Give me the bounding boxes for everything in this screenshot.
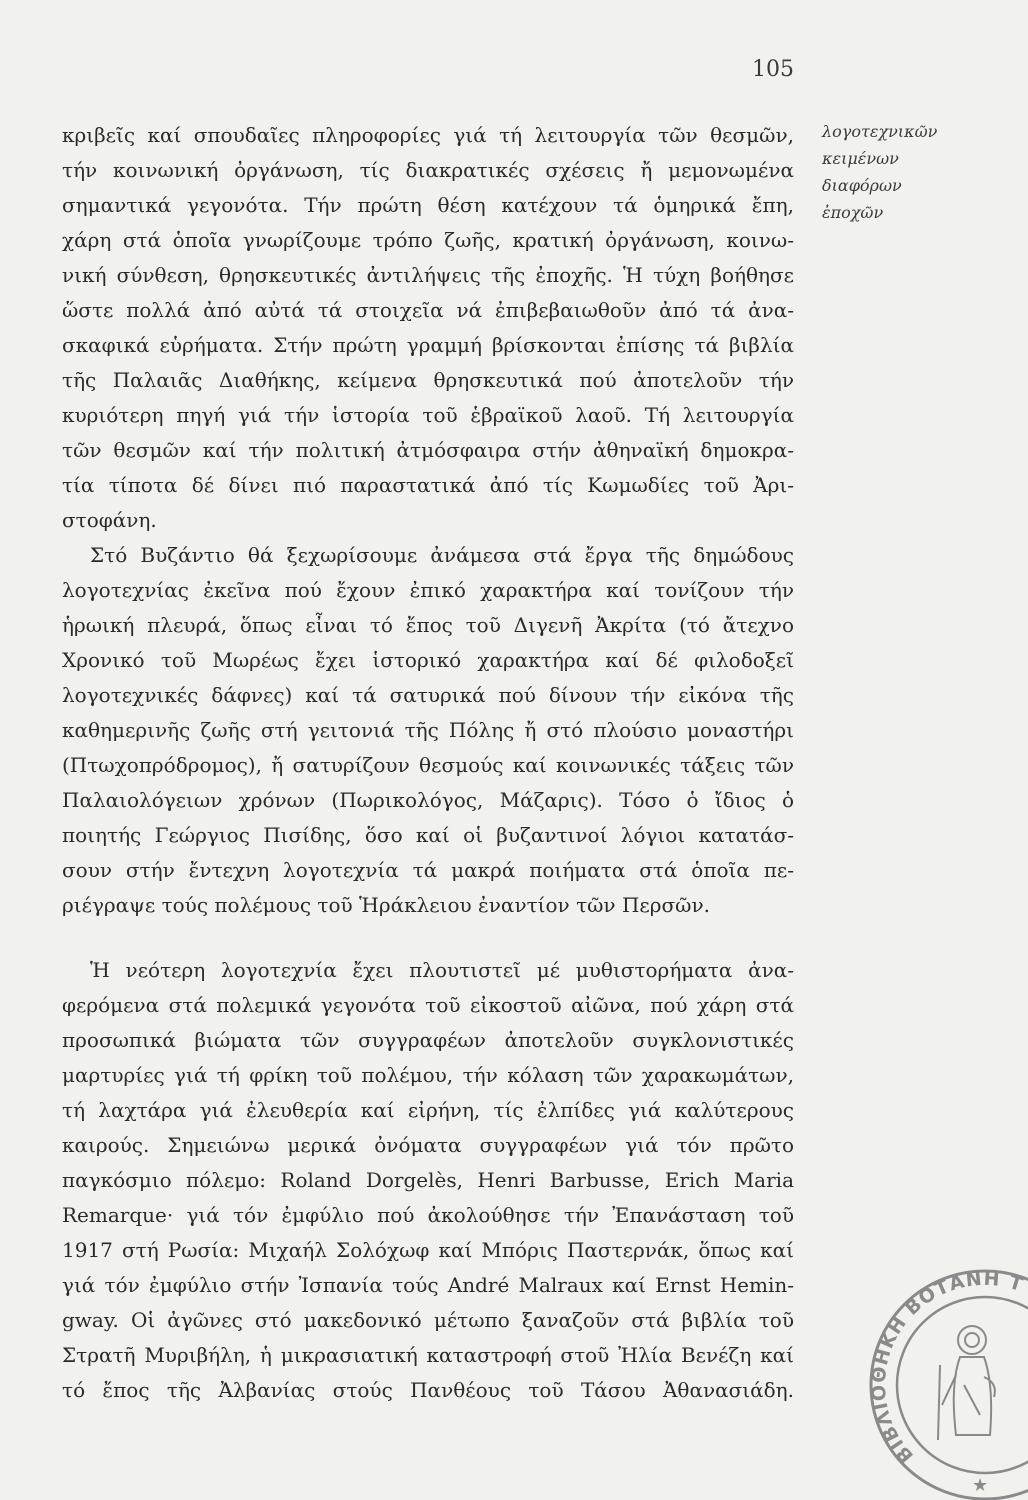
text-line: τήν κοινωνική ὀργάνωση, τίς διακρατικές σχέσεις ἤ μεμονωμένα <box>62 158 794 182</box>
text-line: λογοτεχνικές δάφνες) καί τά σατυρικά πού δίνουν τήν εἰκόνα τῆς <box>62 683 794 707</box>
text-line: κυριότερη πηγή γιά τήν ἱστορία τοῦ ἑβραϊκοῦ λαοῦ. Τή λειτουργία <box>62 403 794 427</box>
text-line: σκαφικά εὑρήματα. Στήν πρώτη γραμμή βρίσκονται ἐπίσης τά βιβλία <box>62 333 794 357</box>
text-line: λογοτεχνίας ἐκεῖνα πού ἔχουν ἐπικό χαρακτήρα καί τονίζουν τήν <box>62 578 794 602</box>
text-line: νική σύνθεση, θρησκευτικές ἀντιλήψεις τῆς ἐποχῆς. Ἡ τύχη βοήθησε <box>62 263 794 287</box>
text-line: τῆς Παλαιᾶς Διαθήκης, κείμενα θρησκευτικά πού ἀποτελοῦν τήν <box>62 368 794 392</box>
margin-note-line: διαφόρων <box>822 176 902 195</box>
text-line: Remarque· γιά τόν ἐμφύλιο πού ἀκολούθησε τήν Ἐπανάσταση τοῦ <box>62 1203 794 1227</box>
text-line: μαρτυρίες γιά τή φρίκη τοῦ πολέμου, τήν κόλαση τῶν χαρακωμάτων, <box>62 1063 794 1087</box>
text-line: παγκόσμιο πόλεμο: Roland Dorgelès, Henri Barbusse, Erich Maria <box>62 1168 794 1192</box>
text-line: σημαντικά γεγονότα. Τήν πρώτη θέση κατέχουν τά ὁμηρικά ἔπη, <box>62 193 794 217</box>
text-line: φερόμενα στά πολεμικά γεγονότα τοῦ εἰκοστοῦ αἰῶνα, πού χάρη στά <box>62 993 794 1017</box>
text-line: ριέγραψε τούς πολέμους τοῦ Ἡράκλειου ἐναντίον τῶν Περσῶν. <box>62 893 710 917</box>
stamp-star-icon: ★ <box>972 1475 989 1496</box>
stamp-text: ΒΙΒΛΙΟΘΗΚΗ ΒΟΤΑΝΗ Τ <box>867 1267 1027 1468</box>
text-line: Στρατῆ Μυριβήλη, ἡ μικρασιατική καταστροφή στοῦ Ἠλία Βενέζη καί <box>62 1343 794 1367</box>
text-line: καιρούς. Σημειώνω μερικά ὀνόματα συγγραφέων γιά τόν πρῶτο <box>62 1133 794 1157</box>
body-text <box>62 118 794 1408</box>
text-line: (Πτωχοπρόδρομος), ἤ σατυρίζουν θεσμούς καί κοινωνικές τάξεις τῶν <box>62 753 794 777</box>
text-line: 1917 στή Ρωσία: Μιχαήλ Σολόχωφ καί Μπόρις Παστερνάκ, ὅπως καί <box>62 1238 794 1262</box>
text-line: χάρη στά ὁποῖα γνωρίζουμε τρόπο ζωῆς, κρατική ὀργάνωση, κοινω- <box>62 228 794 252</box>
text-line: ἡρωική πλευρά, ὅπως εἶναι τό ἔπος τοῦ Διγενῆ Ἀκρίτα (τό ἄτεχνο <box>62 613 794 637</box>
text-line: τό ἔπος τῆς Ἀλβανίας στούς Πανθέους τοῦ Τάσου Ἀθανασιάδη. <box>62 1378 794 1402</box>
text-line: ποιητής Γεώργιος Πισίδης, ὅσο καί οἱ βυζαντινοί λόγιοι κατατάσ- <box>62 823 794 847</box>
text-line: τία τίποτα δέ δίνει πιό παραστατικά ἀπό τίς Κωμωδίες τοῦ Ἀρι- <box>62 473 794 497</box>
stamp-figure-icon <box>938 1326 995 1440</box>
text-line: προσωπικά βιώματα τῶν συγγραφέων ἀποτελοῦν συγκλονιστικές <box>62 1028 794 1052</box>
margin-note-line: κειμένων <box>822 149 899 168</box>
text-line: Στό Βυζάντιο θά ξεχωρίσουμε ἀνάμεσα στά ἔργα τῆς δημώδους <box>90 543 794 567</box>
text-line: Ἡ νεότερη λογοτεχνία ἔχει πλουτιστεῖ μέ μυθιστορήματα ἀνα- <box>90 958 794 982</box>
paragraph-2 <box>62 538 794 923</box>
margin-note <box>822 118 972 226</box>
margin-note-line: ἐποχῶν <box>822 203 884 222</box>
text-line: καθημερινῆς ζωῆς στή γειτονιά τῆς Πόλης ἤ στό πλούσιο μοναστήρι <box>62 718 794 742</box>
paragraph-3 <box>62 953 794 1408</box>
text-line: ὥστε πολλά ἀπό αὐτά τά στοιχεῖα νά ἐπιβεβαιωθοῦν ἀπό τά ἀνα- <box>62 298 794 322</box>
text-line: Χρονικό τοῦ Μωρέως ἔχει ἱστορικό χαρακτήρα καί δέ φιλοδοξεῖ <box>62 648 794 672</box>
page-number: 105 <box>752 57 794 82</box>
paragraph-1 <box>62 118 794 538</box>
margin-note-line: λογοτεχνικῶν <box>822 122 938 141</box>
text-line: gway. Οἱ ἀγῶνες στό μακεδονικό μέτωπο ξαναζοῦν στά βιβλία τοῦ <box>62 1308 794 1332</box>
text-line: κριβεῖς καί σπουδαῖες πληροφορίες γιά τή λειτουργία τῶν θεσμῶν, <box>62 123 794 147</box>
text-line: τῶν θεσμῶν καί τήν πολιτική ἀτμόσφαιρα στήν ἀθηναϊκή δημοκρα- <box>62 438 794 462</box>
text-line: στοφάνη. <box>62 508 157 532</box>
text-line: γιά τόν ἐμφύλιο στήν Ἰσπανία τούς André Malraux καί Ernst Hemin- <box>62 1273 794 1297</box>
library-stamp <box>860 1265 1028 1500</box>
text-line: Παλαιολόγειων χρόνων (Πωρικολόγος, Μάζαρις). Τόσο ὁ ἴδιος ὁ <box>62 788 794 812</box>
stamp-rings <box>871 1271 1028 1499</box>
text-line: σουν στήν ἔντεχνη λογοτεχνία τά μακρά ποιήματα στά ὁποῖα πε- <box>62 858 794 882</box>
text-line: τή λαχτάρα γιά ἐλευθερία καί εἰρήνη, τίς ἐλπίδες γιά καλύτερους <box>62 1098 794 1122</box>
